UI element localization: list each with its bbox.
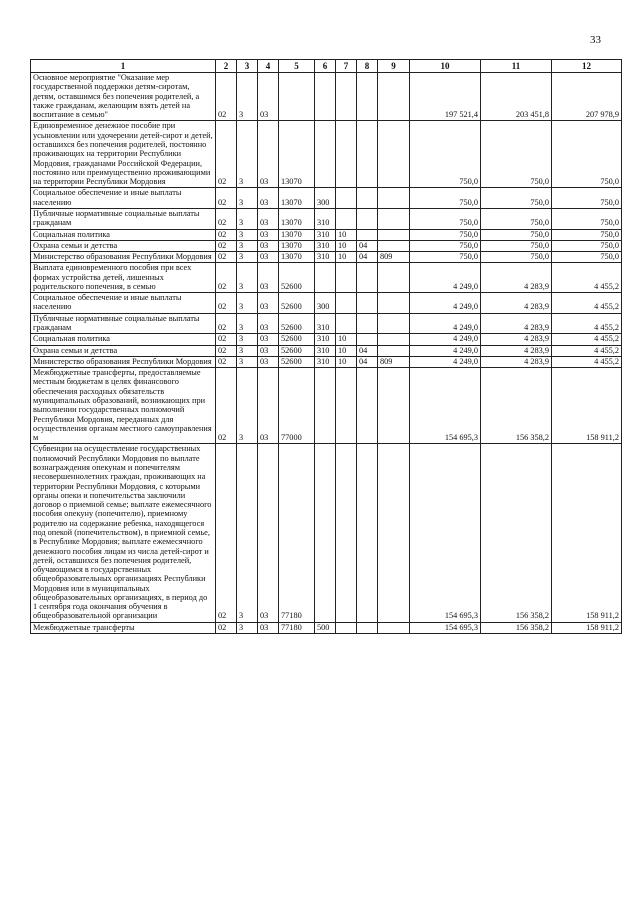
- code-cell: 809: [378, 356, 410, 367]
- amount-cell: 750,0: [481, 240, 552, 251]
- amount-cell: 158 911,2: [552, 622, 622, 633]
- code-cell: [378, 345, 410, 356]
- page-number: 33: [590, 34, 601, 46]
- code-cell: 52600: [279, 334, 315, 345]
- code-cell: 03: [258, 345, 279, 356]
- table-row: [31, 313, 622, 334]
- amount-cell: 4 283,9: [481, 345, 552, 356]
- row-name-cell: Выплата единовременного пособия при всех формах устройства детей, лишенных родительского попечения, в семью: [31, 263, 216, 293]
- code-cell: 3: [237, 263, 258, 293]
- code-cell: 310: [315, 334, 336, 345]
- code-cell: 300: [315, 188, 336, 209]
- table-row: [31, 368, 622, 444]
- code-cell: [357, 73, 378, 121]
- code-cell: [336, 188, 357, 209]
- code-cell: [378, 622, 410, 633]
- code-cell: [357, 444, 378, 622]
- column-header: 6: [315, 60, 336, 73]
- code-cell: 77180: [279, 444, 315, 622]
- code-cell: 500: [315, 622, 336, 633]
- row-name-cell: Социальное обеспечение и иные выплаты населению: [31, 293, 216, 314]
- row-name-cell: Охрана семьи и детства: [31, 345, 216, 356]
- code-cell: [378, 208, 410, 229]
- amount-cell: 158 911,2: [552, 368, 622, 444]
- code-cell: 13070: [279, 121, 315, 188]
- code-cell: [357, 263, 378, 293]
- code-cell: 3: [237, 188, 258, 209]
- code-cell: 310: [315, 252, 336, 263]
- code-cell: 10: [336, 240, 357, 251]
- code-cell: [336, 368, 357, 444]
- amount-cell: 4 249,0: [410, 313, 481, 334]
- amount-cell: 4 455,2: [552, 334, 622, 345]
- row-name-cell: Социальная политика: [31, 229, 216, 240]
- amount-cell: 750,0: [552, 252, 622, 263]
- amount-cell: 750,0: [481, 121, 552, 188]
- code-cell: 03: [258, 622, 279, 633]
- amount-cell: 203 451,8: [481, 73, 552, 121]
- code-cell: 310: [315, 345, 336, 356]
- code-cell: 03: [258, 188, 279, 209]
- amount-cell: 156 358,2: [481, 622, 552, 633]
- amount-cell: 4 455,2: [552, 313, 622, 334]
- code-cell: 10: [336, 345, 357, 356]
- column-header: 11: [481, 60, 552, 73]
- code-cell: 3: [237, 208, 258, 229]
- code-cell: 52600: [279, 293, 315, 314]
- code-cell: 02: [216, 368, 237, 444]
- amount-cell: 750,0: [410, 229, 481, 240]
- row-name-cell: Публичные нормативные социальные выплаты гражданам: [31, 313, 216, 334]
- code-cell: 02: [216, 356, 237, 367]
- column-header: 7: [336, 60, 357, 73]
- amount-cell: 4 283,9: [481, 356, 552, 367]
- table-row: [31, 188, 622, 209]
- code-cell: 809: [378, 252, 410, 263]
- amount-cell: 154 695,3: [410, 444, 481, 622]
- code-cell: [336, 73, 357, 121]
- amount-cell: 4 283,9: [481, 293, 552, 314]
- row-name-cell: Министерство образования Республики Мордовия: [31, 356, 216, 367]
- code-cell: 03: [258, 229, 279, 240]
- code-cell: 03: [258, 334, 279, 345]
- amount-cell: 750,0: [552, 240, 622, 251]
- code-cell: 3: [237, 252, 258, 263]
- column-header: 3: [237, 60, 258, 73]
- code-cell: 52600: [279, 263, 315, 293]
- code-cell: [336, 208, 357, 229]
- amount-cell: 154 695,3: [410, 368, 481, 444]
- code-cell: [336, 263, 357, 293]
- row-name-cell: Межбюджетные трансферты, предоставляемые местным бюджетам в целях финансового обеспечения расходных обязательств муниципальных образований, возникающих при выполнении государственных полномочий Республики Мордовия, переданных для осуществления органам местного самоуправления м: [31, 368, 216, 444]
- code-cell: 03: [258, 293, 279, 314]
- code-cell: 02: [216, 208, 237, 229]
- code-cell: [357, 188, 378, 209]
- code-cell: 3: [237, 622, 258, 633]
- code-cell: 03: [258, 240, 279, 251]
- code-cell: 04: [357, 240, 378, 251]
- code-cell: 310: [315, 208, 336, 229]
- code-cell: 77000: [279, 368, 315, 444]
- amount-cell: 156 358,2: [481, 444, 552, 622]
- code-cell: 52600: [279, 345, 315, 356]
- code-cell: [336, 313, 357, 334]
- code-cell: 03: [258, 252, 279, 263]
- code-cell: 3: [237, 444, 258, 622]
- code-cell: 52600: [279, 356, 315, 367]
- code-cell: [315, 368, 336, 444]
- code-cell: [279, 73, 315, 121]
- code-cell: [357, 334, 378, 345]
- code-cell: 02: [216, 444, 237, 622]
- code-cell: 3: [237, 121, 258, 188]
- column-header: 4: [258, 60, 279, 73]
- row-name-cell: Охрана семьи и детства: [31, 240, 216, 251]
- amount-cell: 750,0: [552, 121, 622, 188]
- row-name-cell: Основное мероприятие "Оказание мер государственной поддержки детям-сиротам, детям, оставшимся без попечения родителей, а также гражданам, желающим взять детей на воспитание в семью": [31, 73, 216, 121]
- code-cell: [378, 121, 410, 188]
- code-cell: 03: [258, 356, 279, 367]
- amount-cell: 154 695,3: [410, 622, 481, 633]
- amount-cell: 4 455,2: [552, 293, 622, 314]
- column-header: 12: [552, 60, 622, 73]
- code-cell: 310: [315, 229, 336, 240]
- table-row: [31, 345, 622, 356]
- code-cell: 3: [237, 356, 258, 367]
- code-cell: 03: [258, 263, 279, 293]
- amount-cell: 4 455,2: [552, 345, 622, 356]
- code-cell: 13070: [279, 229, 315, 240]
- table-body: [31, 73, 622, 634]
- budget-table: [30, 59, 622, 634]
- amount-cell: 750,0: [410, 208, 481, 229]
- amount-cell: 4 455,2: [552, 263, 622, 293]
- code-cell: [378, 240, 410, 251]
- code-cell: [357, 313, 378, 334]
- amount-cell: 4 249,0: [410, 293, 481, 314]
- code-cell: [378, 313, 410, 334]
- code-cell: 02: [216, 263, 237, 293]
- code-cell: [357, 208, 378, 229]
- table-row: [31, 293, 622, 314]
- code-cell: 3: [237, 313, 258, 334]
- table-row: [31, 229, 622, 240]
- column-header: 9: [378, 60, 410, 73]
- amount-cell: 750,0: [410, 188, 481, 209]
- code-cell: 13070: [279, 208, 315, 229]
- code-cell: [357, 121, 378, 188]
- code-cell: 02: [216, 313, 237, 334]
- code-cell: 3: [237, 368, 258, 444]
- amount-cell: 750,0: [552, 188, 622, 209]
- code-cell: 10: [336, 252, 357, 263]
- code-cell: 3: [237, 229, 258, 240]
- code-cell: [315, 73, 336, 121]
- amount-cell: 750,0: [481, 208, 552, 229]
- row-name-cell: Межбюджетные трансферты: [31, 622, 216, 633]
- amount-cell: 750,0: [552, 208, 622, 229]
- amount-cell: 4 249,0: [410, 263, 481, 293]
- code-cell: 52600: [279, 313, 315, 334]
- code-cell: [378, 188, 410, 209]
- amount-cell: 750,0: [552, 229, 622, 240]
- amount-cell: 4 283,9: [481, 334, 552, 345]
- column-header: 10: [410, 60, 481, 73]
- amount-cell: 4 455,2: [552, 356, 622, 367]
- table-row: [31, 73, 622, 121]
- code-cell: [336, 622, 357, 633]
- code-cell: 3: [237, 240, 258, 251]
- code-cell: 02: [216, 345, 237, 356]
- code-cell: 04: [357, 345, 378, 356]
- amount-cell: 750,0: [410, 240, 481, 251]
- table-row: [31, 356, 622, 367]
- code-cell: 02: [216, 121, 237, 188]
- code-cell: [336, 121, 357, 188]
- amount-cell: 750,0: [410, 252, 481, 263]
- code-cell: 10: [336, 229, 357, 240]
- code-cell: 3: [237, 293, 258, 314]
- code-cell: 03: [258, 73, 279, 121]
- table-row: [31, 121, 622, 188]
- row-name-cell: Министерство образования Республики Мордовия: [31, 252, 216, 263]
- code-cell: 02: [216, 334, 237, 345]
- code-cell: [378, 368, 410, 444]
- amount-cell: 4 249,0: [410, 345, 481, 356]
- code-cell: 02: [216, 240, 237, 251]
- code-cell: 77180: [279, 622, 315, 633]
- code-cell: 310: [315, 356, 336, 367]
- code-cell: [357, 622, 378, 633]
- column-header: 1: [31, 60, 216, 73]
- amount-cell: 750,0: [481, 229, 552, 240]
- code-cell: 03: [258, 208, 279, 229]
- amount-cell: 197 521,4: [410, 73, 481, 121]
- table-row: [31, 240, 622, 251]
- code-cell: [378, 73, 410, 121]
- amount-cell: 4 249,0: [410, 356, 481, 367]
- code-cell: [378, 334, 410, 345]
- code-cell: 13070: [279, 252, 315, 263]
- code-cell: [357, 293, 378, 314]
- code-cell: 310: [315, 240, 336, 251]
- code-cell: 300: [315, 293, 336, 314]
- code-cell: [315, 263, 336, 293]
- column-header: 5: [279, 60, 315, 73]
- row-name-cell: Публичные нормативные социальные выплаты гражданам: [31, 208, 216, 229]
- row-name-cell: Социальное обеспечение и иные выплаты населению: [31, 188, 216, 209]
- amount-cell: 156 358,2: [481, 368, 552, 444]
- amount-cell: 158 911,2: [552, 444, 622, 622]
- code-cell: 02: [216, 252, 237, 263]
- row-name-cell: Социальная политика: [31, 334, 216, 345]
- amount-cell: 750,0: [481, 252, 552, 263]
- table-row: [31, 622, 622, 633]
- code-cell: 3: [237, 345, 258, 356]
- code-cell: [378, 444, 410, 622]
- code-cell: [336, 444, 357, 622]
- code-cell: 3: [237, 73, 258, 121]
- code-cell: [378, 263, 410, 293]
- code-cell: [315, 444, 336, 622]
- amount-cell: 750,0: [481, 188, 552, 209]
- code-cell: 03: [258, 121, 279, 188]
- code-cell: 310: [315, 313, 336, 334]
- code-cell: 02: [216, 188, 237, 209]
- code-cell: 03: [258, 444, 279, 622]
- code-cell: [378, 293, 410, 314]
- code-cell: 04: [357, 252, 378, 263]
- amount-cell: 750,0: [410, 121, 481, 188]
- code-cell: 10: [336, 334, 357, 345]
- code-cell: 10: [336, 356, 357, 367]
- code-cell: 04: [357, 356, 378, 367]
- code-cell: 13070: [279, 188, 315, 209]
- column-header: 2: [216, 60, 237, 73]
- table-row: [31, 263, 622, 293]
- amount-cell: 4 283,9: [481, 263, 552, 293]
- code-cell: 03: [258, 313, 279, 334]
- code-cell: [357, 368, 378, 444]
- amount-cell: 4 249,0: [410, 334, 481, 345]
- code-cell: 02: [216, 73, 237, 121]
- table-row: [31, 208, 622, 229]
- code-cell: 3: [237, 334, 258, 345]
- amount-cell: 207 978,9: [552, 73, 622, 121]
- row-name-cell: Единовременное денежное пособие при усыновлении или удочерении детей-сирот и детей, оставшихся без попечения родителей, постоянно проживающих на территории Республики Мордовия, гражданами Российской Федерации, постоянно или преимущественно проживающими на территории Республики Мордовия: [31, 121, 216, 188]
- table-row: [31, 444, 622, 622]
- code-cell: 03: [258, 368, 279, 444]
- code-cell: [378, 229, 410, 240]
- table-row: [31, 252, 622, 263]
- code-cell: [357, 229, 378, 240]
- code-cell: [315, 121, 336, 188]
- code-cell: [336, 293, 357, 314]
- table-header: [31, 60, 622, 73]
- code-cell: 02: [216, 293, 237, 314]
- amount-cell: 4 283,9: [481, 313, 552, 334]
- code-cell: 02: [216, 622, 237, 633]
- code-cell: 13070: [279, 240, 315, 251]
- table-row: [31, 334, 622, 345]
- code-cell: 02: [216, 229, 237, 240]
- row-name-cell: Субвенции на осуществление государственных полномочий Республики Мордовия по выплате вознаграждения опекунам и попечителям несовершеннолетних граждан, проживающих на территории Республики Мордовия, с которыми органы опеки и попечительства заключили договор о приемной семье; выплате ежемесячного пособия опекуну (попечителю), приемному родителю на содержание ребенка, находящегося под опекой (попечительством), в приемной семье, в Республике Мордовия; выплате ежемесячного денежного пособия лицам из числа детей-сирот и детей, оставшихся без попечения родителей, обучающимся в государственных общеобразовательных организациях Республики Мордовия или в муниципальных общеобразовательных организациях, в период до 1 сентября года окончания обучения в общеобразовательной организации: [31, 444, 216, 622]
- column-header: 8: [357, 60, 378, 73]
